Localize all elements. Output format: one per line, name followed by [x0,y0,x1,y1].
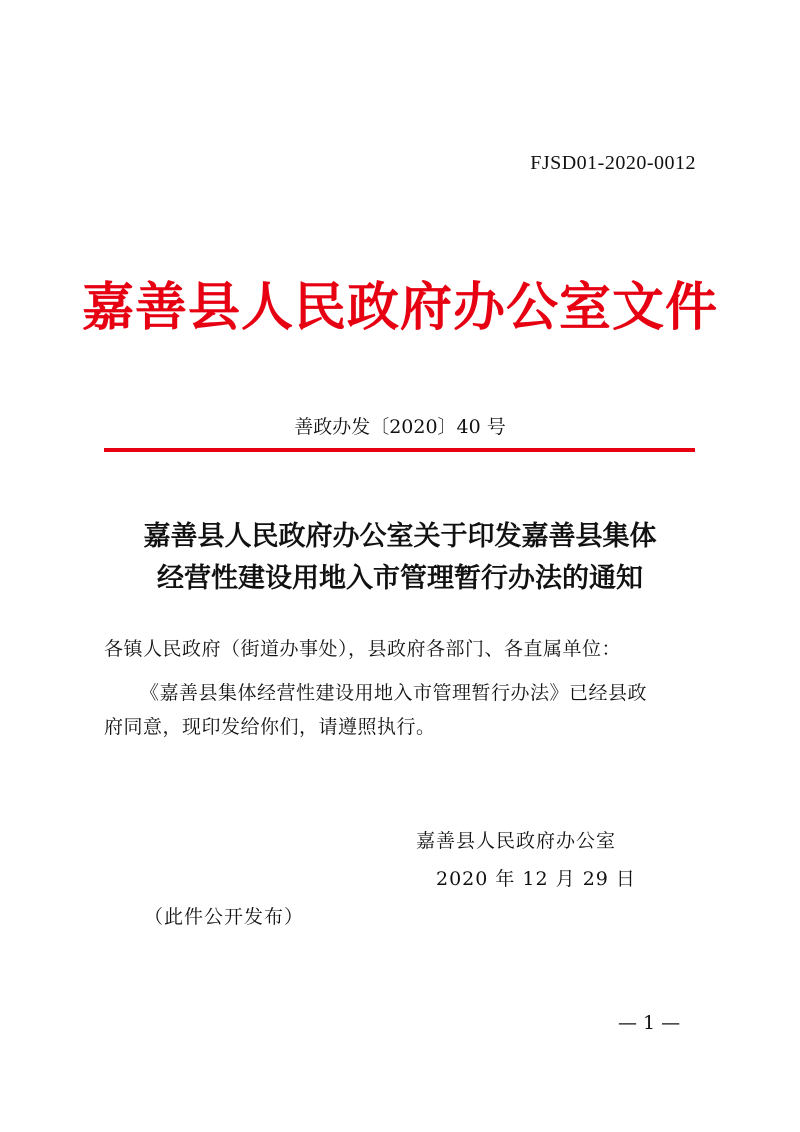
addressee-line: 各镇人民政府（街道办事处），县政府各部门、各直属单位： [104,638,622,660]
body-paragraph-line-1: 《嘉善县集体经营性建设用地入市管理暂行办法》已经县政 [140,682,648,704]
notice-title-line-1: 嘉善县人民政府办公室关于印发嘉善县集体 [143,521,657,552]
issue-number: 善政办发〔2020〕40 号 [294,416,506,438]
release-note: （此件公开发布） [144,906,305,928]
notice-title [0,516,800,600]
masthead-title: 嘉善县人民政府办公室文件 [81,277,718,338]
issuer-signature: 嘉善县人民政府办公室 [416,830,617,852]
document-code: FJSD01-2020-0012 [530,152,696,174]
notice-title-line-2: 经营性建设用地入市管理暂行办法的通知 [157,563,643,594]
issue-date: 2020 年 12 月 29 日 [436,868,636,890]
body-paragraph-line-2: 府同意，现印发给你们，请遵照执行。 [104,716,436,738]
red-divider-rule [104,448,695,452]
page-number: — 1 — [618,1012,681,1034]
